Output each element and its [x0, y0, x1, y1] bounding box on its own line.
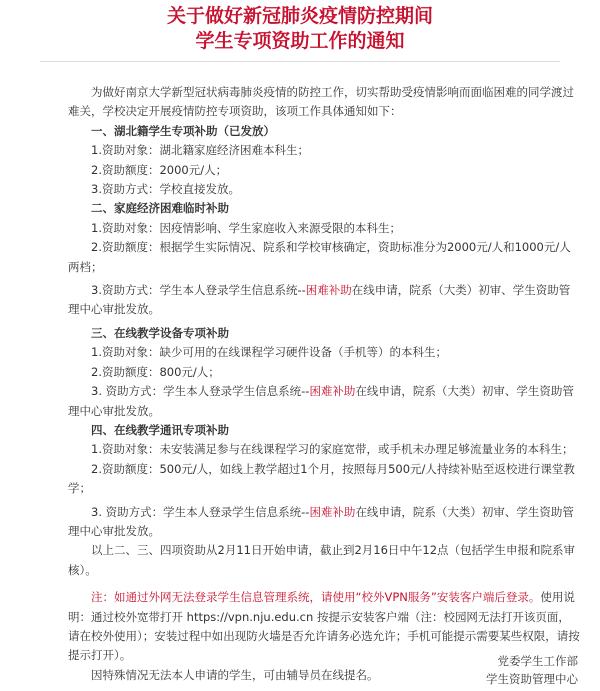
schedule-paragraph: 以上二、三、四项资助从2月11日开始申请，截止到2月16日中午12点（包括学生申报和院系审核）。 [68, 543, 576, 577]
page-title-line2: 学生专项资助工作的通知 [195, 30, 405, 52]
section3-item3-pre: 3. 资助方式：学生本人登录学生信息系统-- [91, 384, 310, 399]
signature-center: 学生资助管理中心 [486, 672, 578, 686]
section4-item2: 2.资助额度：500元/人，如线上教学超过1个月，按照每月500元/人持续补贴至返校进行课堂教学； [68, 461, 575, 496]
section2-heading: 二、家庭经济困难临时补助 [91, 201, 229, 216]
section4-difficulty-aid-link[interactable]: 困难补助 [309, 504, 356, 519]
section1-heading: 一、湖北籍学生专项补助（已发放） [91, 123, 275, 138]
signature-block [486, 652, 578, 688]
section3-item3 [68, 382, 580, 421]
section2-difficulty-aid-link[interactable]: 困难补助 [305, 283, 352, 298]
section1-item3: 3.资助方式：学校直接发放。 [91, 182, 240, 197]
section4-item3-post: 在线申请，院系（大类）初审、学生资助管理中心审批发放。 [68, 504, 574, 538]
section3-difficulty-aid-link[interactable]: 困难补助 [309, 384, 356, 399]
section2-item2: 2.资助额度：根据学生实际情况、院系和学校审核确定，资助标准分为2000元/人和1000元/人两档； [68, 240, 571, 274]
section4-item3-pre: 3. 资助方式：学生本人登录学生信息系统-- [91, 504, 310, 519]
intro-paragraph: 为做好南京大学新型冠状病毒肺炎疫情的防控工作，切实帮助受疫情影响而面临困难的同学渡过难关，学校决定开展疫情防控专项资助，该项工作具体通知如下： [68, 85, 574, 119]
signature-department: 党委学生工作部 [497, 654, 578, 668]
section1-item2: 2.资助额度：2000元/人； [91, 162, 228, 177]
section1-item1: 1.资助对象：湖北籍家庭经济困难本科生； [91, 143, 309, 158]
section2-item1: 1.资助对象：因疫情影响、学生家庭收入来源受限的本科生； [91, 220, 401, 235]
section3-item1: 1.资助对象：缺少可用的在线课程学习硬件设备（手机等）的本科生； [91, 345, 447, 360]
section2-item3-post: 在线申请，院系（大类）初审、学生资助管理中心审批发放。 [68, 283, 571, 317]
section3-item3-post: 在线申请，院系（大类）初审、学生资助管理中心审批发放。 [68, 384, 574, 418]
section2-item3-pre: 3.资助方式：学生本人登录学生信息系统-- [91, 283, 306, 298]
title-divider [40, 61, 560, 62]
page-title-line1: 关于做好新冠肺炎疫情防控期间 [166, 5, 433, 27]
notice-body [68, 83, 580, 685]
section3-heading: 三、在线教学设备专项补助 [91, 325, 229, 340]
vpn-note-rest: 使用说明：通过校外宽带打开 https://vpn.nju.edu.cn 按提示安装客户端（注：校园网无法打开该页面，请在校外使用）；安装过程中如出现防火墙是否允许请务必选允许；手机可能提示需要某些权限，请按提示打开）。 [68, 590, 580, 663]
section4-heading: 四、在线教学通讯专项补助 [91, 422, 229, 437]
vpn-note-red: 注：如通过外网无法登录学生信息管理系统，请使用“校外VPN服务”安装客户端后登录。 [91, 590, 541, 605]
section3-item2: 2.资助额度：800元/人； [91, 364, 220, 379]
special-case-paragraph: 因特殊情况无法本人申请的学生，可由辅导员在线提名。 [91, 667, 379, 682]
section4-item3 [68, 503, 580, 542]
section2-item3 [68, 281, 580, 320]
section4-item1: 1.资助对象：未安装满足参与在线课程学习的家庭宽带，或手机未办理足够流量业务的本科生； [91, 442, 574, 457]
